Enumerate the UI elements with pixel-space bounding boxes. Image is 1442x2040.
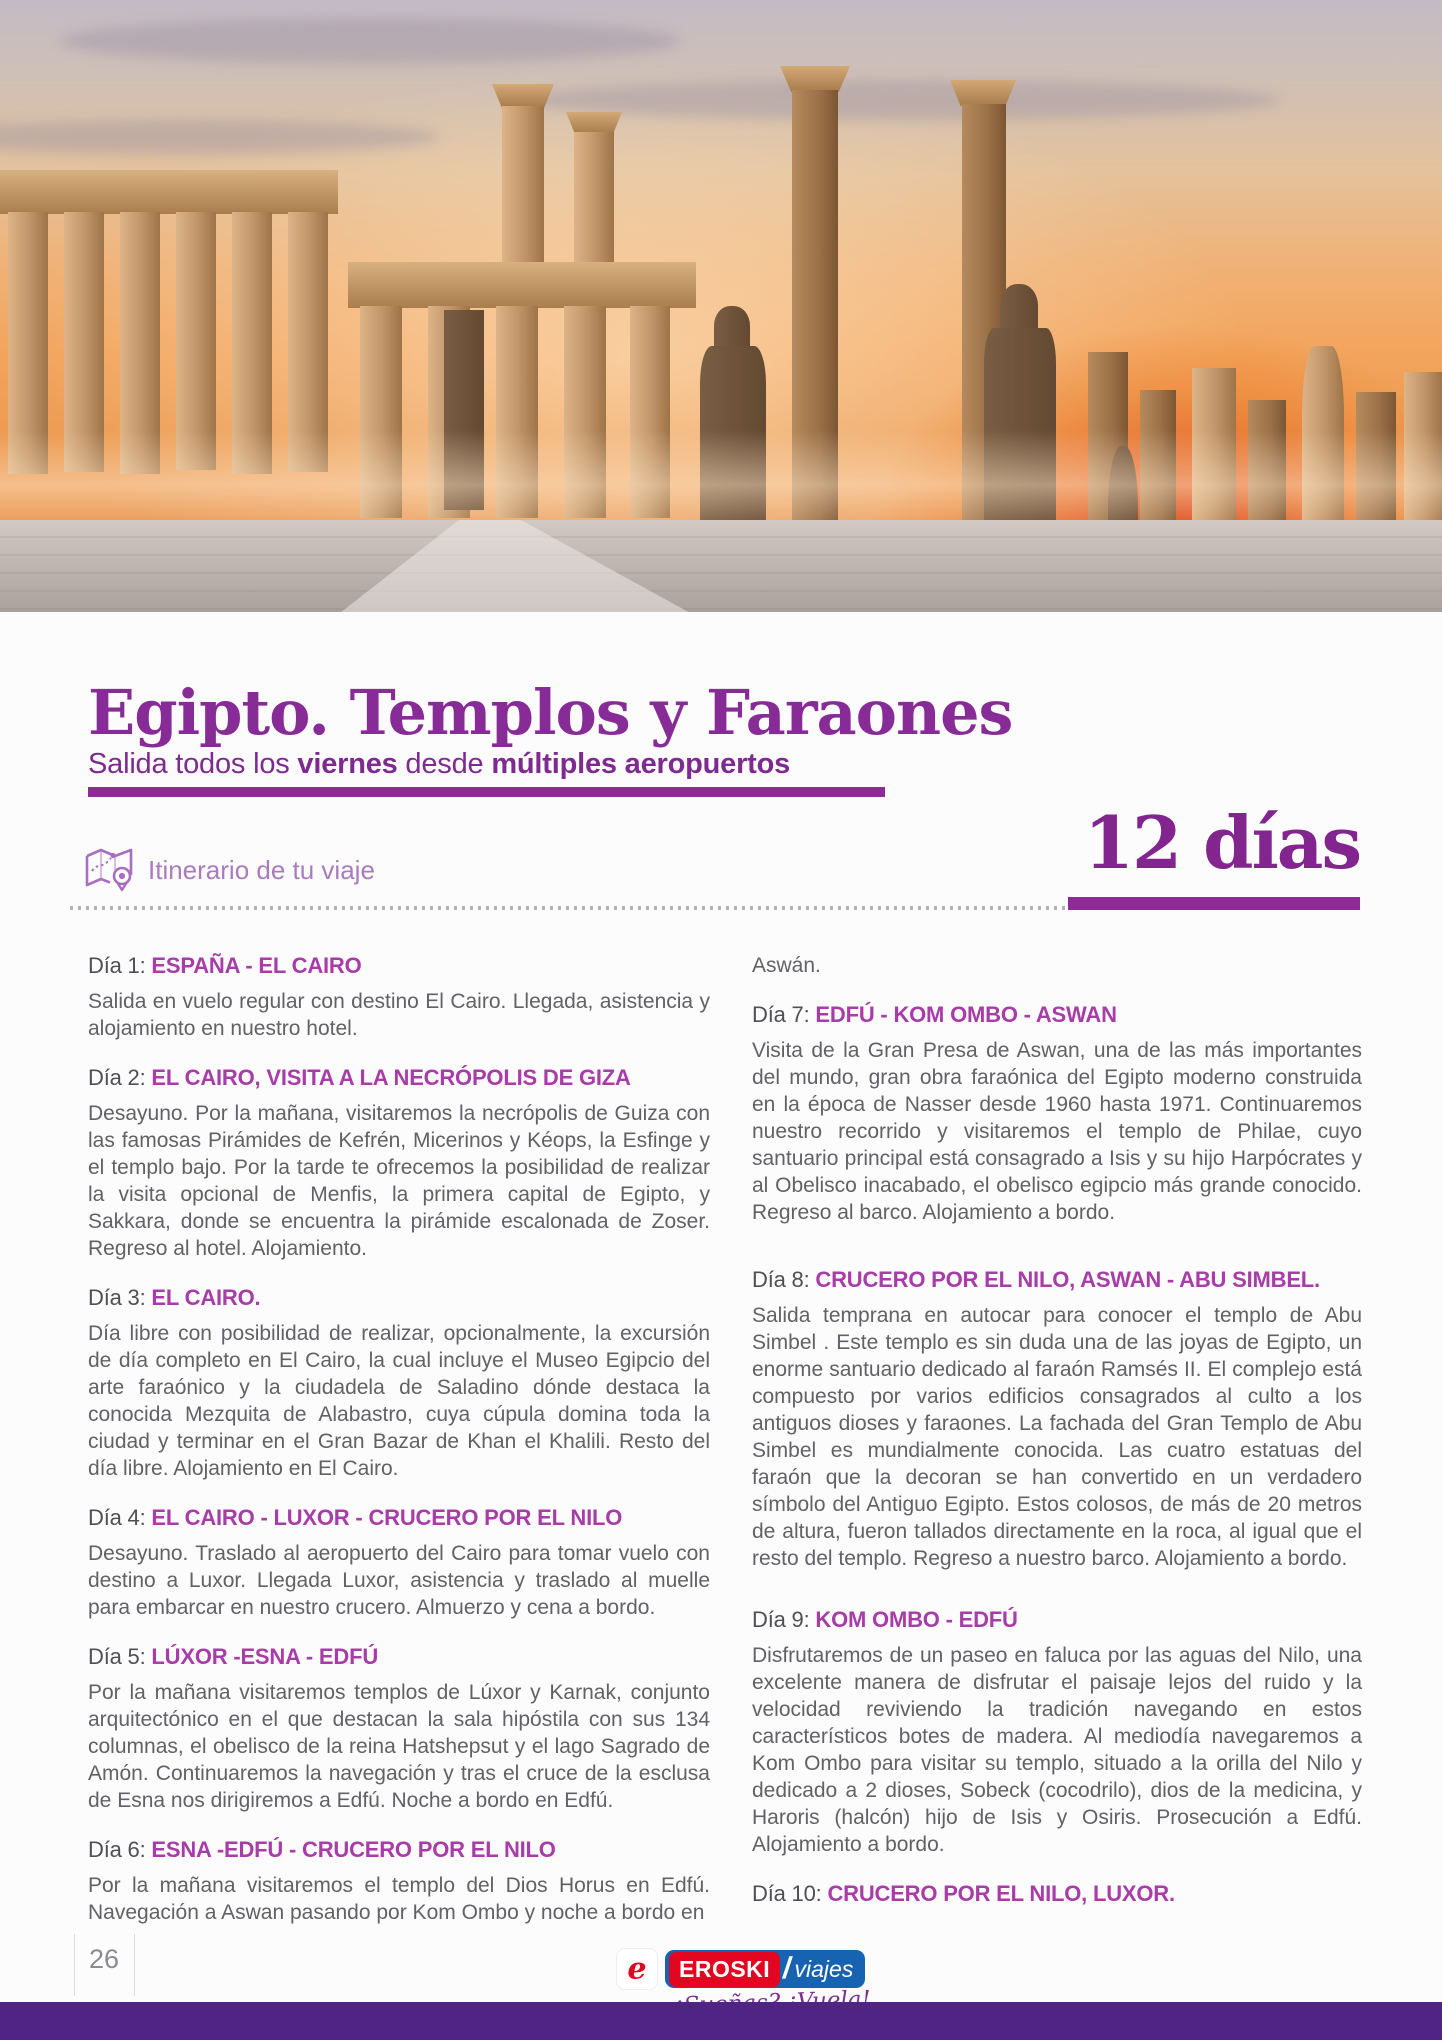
itinerary-label: Itinerario de tu viaje [148,855,375,885]
eroski-wordmark [665,1950,865,1988]
duration-underline [1068,897,1360,910]
hero-shape [0,120,440,154]
day-route: CRUCERO POR EL NILO, LUXOR. [827,1881,1175,1906]
day-label: Día 6: [88,1837,146,1862]
day-route: LÚXOR -ESNA - EDFÚ [151,1644,379,1669]
eroski-emblem-letter: e [627,1952,647,1986]
page-number-rule-right [134,1934,135,1996]
eroski-name: EROSKI [669,1952,780,1987]
day-label: Día 9: [752,1607,810,1632]
map-route-icon [84,844,136,897]
hero-shape [520,80,1280,120]
day-label: Día 1: [88,953,146,978]
day-section [752,1001,1362,1226]
hero-shape [60,18,680,64]
day-route: EL CAIRO, VISITA A LA NECRÓPOLIS DE GIZA [151,1065,631,1090]
day-section [88,952,710,1042]
day-section [88,1064,710,1262]
hero-shape [0,430,1442,530]
day-heading [88,1836,710,1864]
eroski-slash: / [780,1952,794,1985]
page-number: 26 [88,1944,120,1974]
duration-badge: 12 días [1083,800,1360,885]
hero-shape [492,84,554,108]
day-body: Desayuno. Traslado al aeropuerto del Cairo para tomar vuelo con destino a Luxor. Llegada Luxor, asistencia y traslado al muelle para embarcar en nuestro crucero. Almuerzo y cena a bordo. [88,1542,710,1619]
subtitle-underline [88,787,885,797]
eroski-viajes-label: viajes [794,1955,854,1982]
day-heading [752,1606,1362,1634]
day-body: Salida en vuelo regular con destino El Cairo. Llegada, asistencia y alojamiento en nuestro hotel. [88,990,710,1040]
day-section [88,1504,710,1621]
day-route: ESPAÑA - EL CAIRO [151,953,362,978]
hero-shape [574,132,614,268]
page-title: Egipto. Templos y Faraones [88,675,1013,749]
day-body: Desayuno. Por la mañana, visitaremos la necrópolis de Guiza con las famosas Pirámides de Kefrén, Micerinos y Kéops, la Esfinge y el templo bajo. Por la tarde te ofrecemos la posibilidad de realizar la visita opcional de Menfis, la primera capital de Egipto, y Sakkara, donde se encuentra la pirámide escalonada de Zoser. Regreso al hotel. Alojamiento. [88,1102,710,1260]
continuation-text: Aswán. [752,954,821,977]
hero-shape [950,80,1016,106]
day-route: CRUCERO POR EL NILO, ASWAN - ABU SIMBEL. [815,1267,1320,1292]
day-label: Día 8: [752,1267,810,1292]
day-section [88,1284,710,1482]
day-heading [88,1064,710,1092]
hero-image [0,0,1442,612]
hero-shape [0,170,338,214]
day-label: Día 4: [88,1505,146,1530]
day-section [88,1643,710,1814]
day-heading [752,1001,1362,1029]
footer-bar [0,2002,1442,2040]
day-body: Visita de la Gran Presa de Aswan, una de las más importantes del mundo, gran obra faraónica del Egipto moderno construida en la época de Nasser desde 1960 hasta 1971. Continuaremos nuestro recorrido y visitaremos el templo de Philae, cuyo santuario principal está consagrado a Isis y su hijo Harpócrates y al Obelisco inacabado, el obelisco egipcio más grande conocido. Regreso al barco. Alojamiento a bordo. [752,1039,1362,1224]
day-label: Día 7: [752,1002,810,1027]
day-route: EDFÚ - KOM OMBO - ASWAN [815,1002,1117,1027]
day-body: Por la mañana visitaremos templos de Lúxor y Karnak, conjunto arquitectónico en el que destacan la sala hipóstila con sus 134 columnas, el obelisco de la reina Hatshepsut y el lago Sagrado de Amón. Continuaremos la navegación y tras el cruce de la esclusa de Esna nos dirigiremos a Edfú. Noche a bordo en Edfú. [88,1681,710,1812]
itinerary-column-right [752,952,1362,1916]
hero-shape [780,66,850,92]
day-section [752,1880,1362,1908]
subtitle-text: desde [397,748,492,780]
eroski-viajes-logo [616,1948,865,1990]
day-heading [88,1643,710,1671]
eroski-emblem-icon [616,1948,658,1990]
day-section [752,1606,1362,1858]
itinerary-column-left [88,952,710,1926]
subtitle-text: Salida todos los [88,748,298,780]
day-section [88,1836,710,1926]
day-body: Salida temprana en autocar para conocer el templo de Abu Simbel . Este templo es sin duda una de las joyas de Egipto, un enorme santuario dedicado al faraón Ramsés II. El complejo está compuesto por varios edificios consagrados al culto a los antiguos dioses y faraones. La fachada del Gran Templo de Abu Simbel es mundialmente conocida. Las cuatro estatuas del faraón que la decoran se han convertido en un verdadero símbolo del Antiguo Egipto. Estos colosos, de más de 20 metros de altura, fueron tallados directamente en la roca, al igual que el resto del templo. Regreso a nuestro barco. Alojamiento a bordo. [752,1304,1362,1570]
page-subtitle [88,748,790,781]
day-heading [88,1284,710,1312]
itinerary-header [84,844,375,897]
day-heading [752,1880,1362,1908]
hero-statue [714,306,750,350]
day-label: Día 10: [752,1881,822,1906]
day-route: EL CAIRO. [151,1285,261,1310]
hero-statue [1000,284,1038,332]
day-route: ESNA -EDFÚ - CRUCERO POR EL NILO [151,1837,556,1862]
hero-shape [348,262,696,308]
day-heading [88,1504,710,1532]
day-route: KOM OMBO - EDFÚ [815,1607,1018,1632]
day-label: Día 3: [88,1285,146,1310]
day-route: EL CAIRO - LUXOR - CRUCERO POR EL NILO [151,1505,623,1530]
day-section [752,1266,1362,1572]
day-body: Día libre con posibilidad de realizar, opcionalmente, la excursión de día completo en El Cairo, la cual incluye el Museo Egipcio del arte faraónico y la ciudadela de Saladino dónde destaca la conocida Mezquita de Alabastro, cuya cúpula domina toda la ciudad y terminar en el Gran Bazar de Khan el Khalili. Resto del día libre. Alojamiento en El Cairo. [88,1322,710,1480]
day-heading [752,1266,1362,1294]
day-label: Día 5: [88,1644,146,1669]
day-label: Día 2: [88,1065,146,1090]
day-body: Por la mañana visitaremos el templo del Dios Horus en Edfú. Navegación a Aswan pasando por Kom Ombo y noche a bordo en [88,1874,710,1924]
subtitle-bold-aeropuertos: múltiples aeropuertos [491,748,791,780]
hero-shape [502,106,544,268]
hero-shape [0,520,1442,612]
day-body: Disfrutaremos de un paseo en faluca por las aguas del Nilo, una excelente manera de disfrutar el paisaje lejos del ruido y la velocidad reviviendo la tradición navegando en estos característicos botes de madera. Al mediodía navegaremos a Kom Ombo para visitar su templo, situado a la orilla del Nilo y dedicado a 2 dioses, Sobeck (cocodrilo), dios de la medicina, y Haroris (halcón) hijo de Isis y Osiris. Prosecución a Edfú. Alojamiento a bordo. [752,1644,1362,1856]
hero-shape [566,112,622,134]
subtitle-bold-viernes: viernes [297,748,398,780]
day-heading [88,952,710,980]
